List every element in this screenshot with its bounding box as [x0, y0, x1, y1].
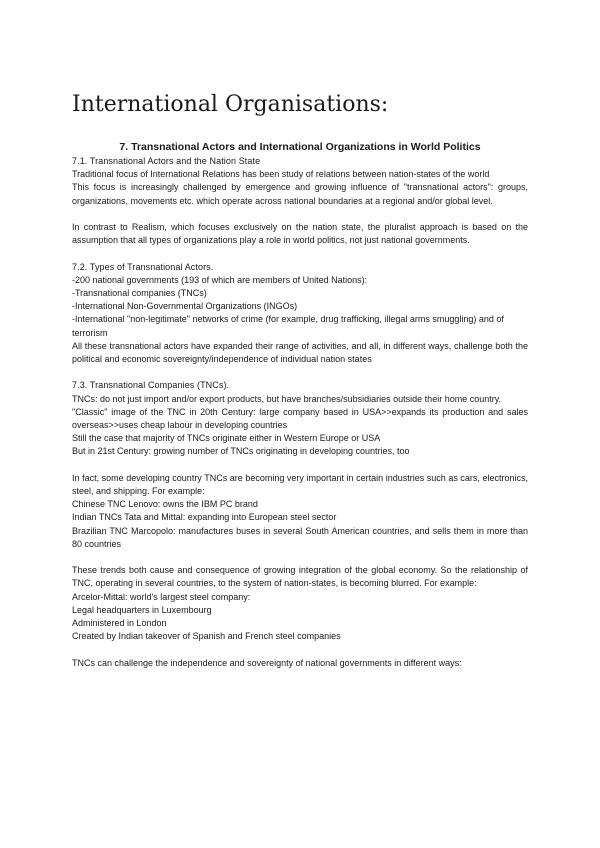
list-item: Legal headquarters in Luxembourg [72, 604, 212, 615]
list-item: -International Non-Governmental Organizations (INGOs) [72, 301, 298, 312]
paragraph: TNCs: do not just import and/or export products, but have branches/subsidiaries outside their home country. [72, 393, 502, 404]
spacer [72, 247, 528, 260]
spacer [72, 643, 528, 656]
spacer [72, 551, 528, 564]
list-item: -Transnational companies (TNCs) [72, 288, 207, 298]
list-item: Indian TNCs Tata and Mittal: expanding into European steel sector [72, 512, 337, 523]
spacer [72, 366, 528, 379]
page-title: International Organisations: [72, 92, 389, 117]
list-item: Administered in London [72, 618, 167, 629]
subsection-heading-7-1: 7.1. Transnational Actors and the Nation State [72, 156, 261, 166]
paragraph: These trends both cause and consequence of growing integration of the global economy. So the relationship of TNC, operating in several countries, to the system of nation-states, is becoming blurred. For example: [72, 565, 528, 589]
paragraph: In contrast to Realism, which focuses exclusively on the nation state, the pluralist approach is based on the assumption that all types of organizations play a role in world politics, not just national governments. [72, 222, 528, 246]
subsection-heading-7-3: 7.3. Transnational Companies (TNCs). [72, 380, 230, 391]
paragraph: This focus is increasingly challenged by emergence and growing influence of "transnational actors": groups, organizations, movements etc. which operate across national boundaries at a regional and/or global level. [72, 182, 528, 206]
list-item: -International "non-legitimate" networks of crime (for example, drug trafficking, illegal arms smuggling) and of terrorism [72, 314, 504, 338]
list-item: Created by Indian takeover of Spanish and French steel companies [72, 631, 341, 642]
paragraph: All these transnational actors have expanded their range of activities, and all, in different ways, challenge both the political and economic sovereignty/independence of individual nation states [72, 340, 528, 365]
section-heading: 7. Transnational Actors and International Organizations in World Politics [119, 141, 481, 153]
spacer [72, 208, 528, 221]
paragraph: Still the case that majority of TNCs originate either in Western Europe or USA [72, 433, 381, 444]
list-item: Arcelor-Mittal: world's largest steel company: [72, 591, 251, 602]
paragraph: "Classic" image of the TNC in 20th Century: large company based in USA>>expands its production and sales overseas>>uses cheap labour in developing countries [72, 406, 528, 431]
paragraph: But in 21st Century: growing number of TNCs originating in developing countries, too [72, 446, 410, 457]
list-item: Brazilian TNC Marcopolo: manufactures buses in several South American countries, and sells them in more than 80 countries [72, 525, 528, 549]
list-item: -200 national governments (193 of which are members of United Nations): [72, 274, 368, 285]
paragraph: In fact, some developing country TNCs are becoming very important in certain industries such as cars, electronics, steel, and shipping. For example: [72, 472, 528, 497]
paragraph: Traditional focus of International Relations has been study of relations between nation-states of the world [72, 169, 490, 180]
document-body [72, 140, 528, 670]
spacer [72, 459, 528, 472]
subsection-heading-7-2: 7.2. Types of Transnational Actors. [72, 261, 214, 272]
paragraph: TNCs can challenge the independence and sovereignty of national governments in different ways: [72, 657, 462, 668]
list-item: Chinese TNC Lenovo: owns the IBM PC brand [72, 499, 258, 510]
